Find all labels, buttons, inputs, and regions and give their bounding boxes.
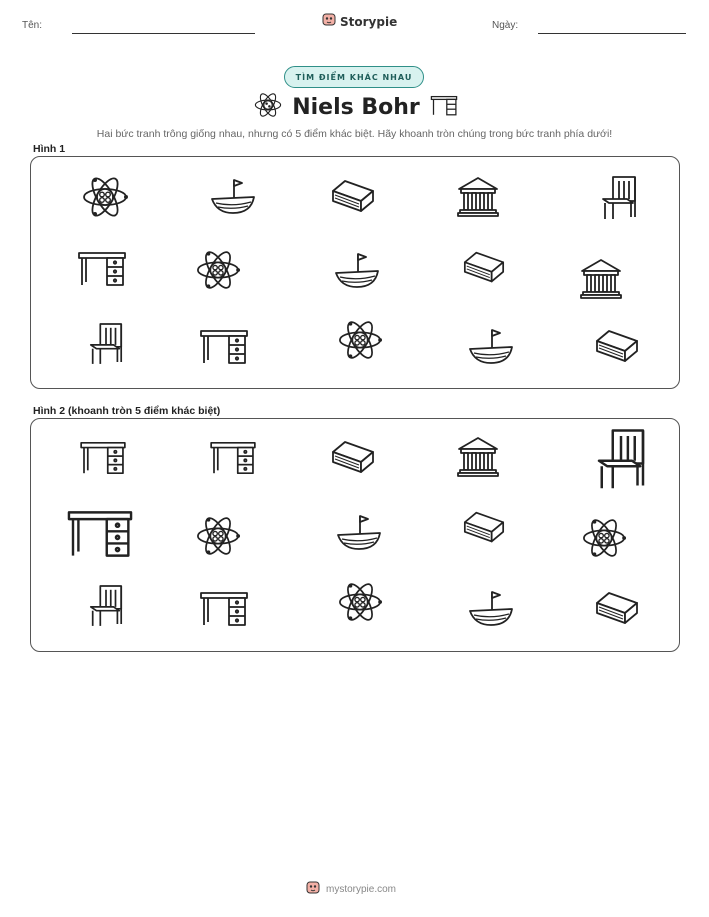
name-line[interactable] (72, 33, 255, 34)
picture-1-label: Hình 1 (33, 143, 66, 155)
atom-icon[interactable] (581, 515, 627, 561)
name-label: Tên: (22, 20, 43, 31)
book-icon (461, 247, 507, 289)
picture-2-panel[interactable] (30, 418, 680, 652)
museum-icon (456, 175, 500, 219)
book-icon (593, 327, 641, 367)
title-row (248, 92, 464, 122)
boat-icon[interactable] (335, 513, 383, 553)
desk-icon (77, 249, 127, 289)
boat-icon[interactable] (467, 589, 515, 629)
atom-icon[interactable] (195, 513, 241, 559)
boat-icon (333, 251, 381, 291)
atom-icon[interactable] (337, 579, 383, 625)
museum-icon (579, 257, 623, 301)
chair-icon (599, 173, 639, 221)
desk-icon[interactable] (199, 589, 249, 629)
atom-icon (195, 247, 241, 293)
page-title: Niels Bohr (292, 94, 420, 120)
brand-logo (322, 12, 397, 31)
book-icon[interactable] (329, 437, 377, 479)
book-icon (329, 177, 377, 217)
boat-icon (467, 327, 515, 367)
desk-icon (430, 93, 458, 122)
worksheet-type-badge: TÌM ĐIỂM KHÁC NHAU (284, 66, 424, 88)
desk-icon[interactable] (79, 439, 127, 477)
atom-icon (81, 173, 129, 221)
date-line[interactable] (538, 33, 686, 34)
chair-icon (87, 319, 125, 367)
picture-1-panel (30, 156, 680, 389)
brand-name: Storypie (340, 14, 398, 29)
desk-icon[interactable] (209, 439, 257, 477)
footer (306, 880, 396, 899)
date-label: Ngày: (492, 20, 519, 31)
desk-icon (199, 327, 249, 367)
atom-icon (254, 91, 282, 124)
mascot-icon (322, 12, 336, 31)
picture-2-label: Hình 2 (khoanh tròn 5 điểm khác biệt) (33, 405, 221, 417)
atom-icon (337, 317, 383, 363)
museum-icon[interactable] (456, 435, 500, 479)
chair-icon[interactable] (593, 425, 649, 491)
book-icon[interactable] (593, 589, 641, 629)
mascot-icon (306, 880, 320, 899)
desk-icon[interactable] (65, 507, 135, 561)
book-icon[interactable] (461, 507, 507, 549)
chair-icon[interactable] (87, 581, 125, 629)
footer-site: mystorypie.com (326, 884, 397, 895)
boat-icon (209, 177, 257, 217)
instructions: Hai bức tranh trông giống nhau, nhưng có 5 điểm khác biệt. Hãy khoanh tròn chúng trong bức tranh phía dưới! (96, 128, 613, 140)
